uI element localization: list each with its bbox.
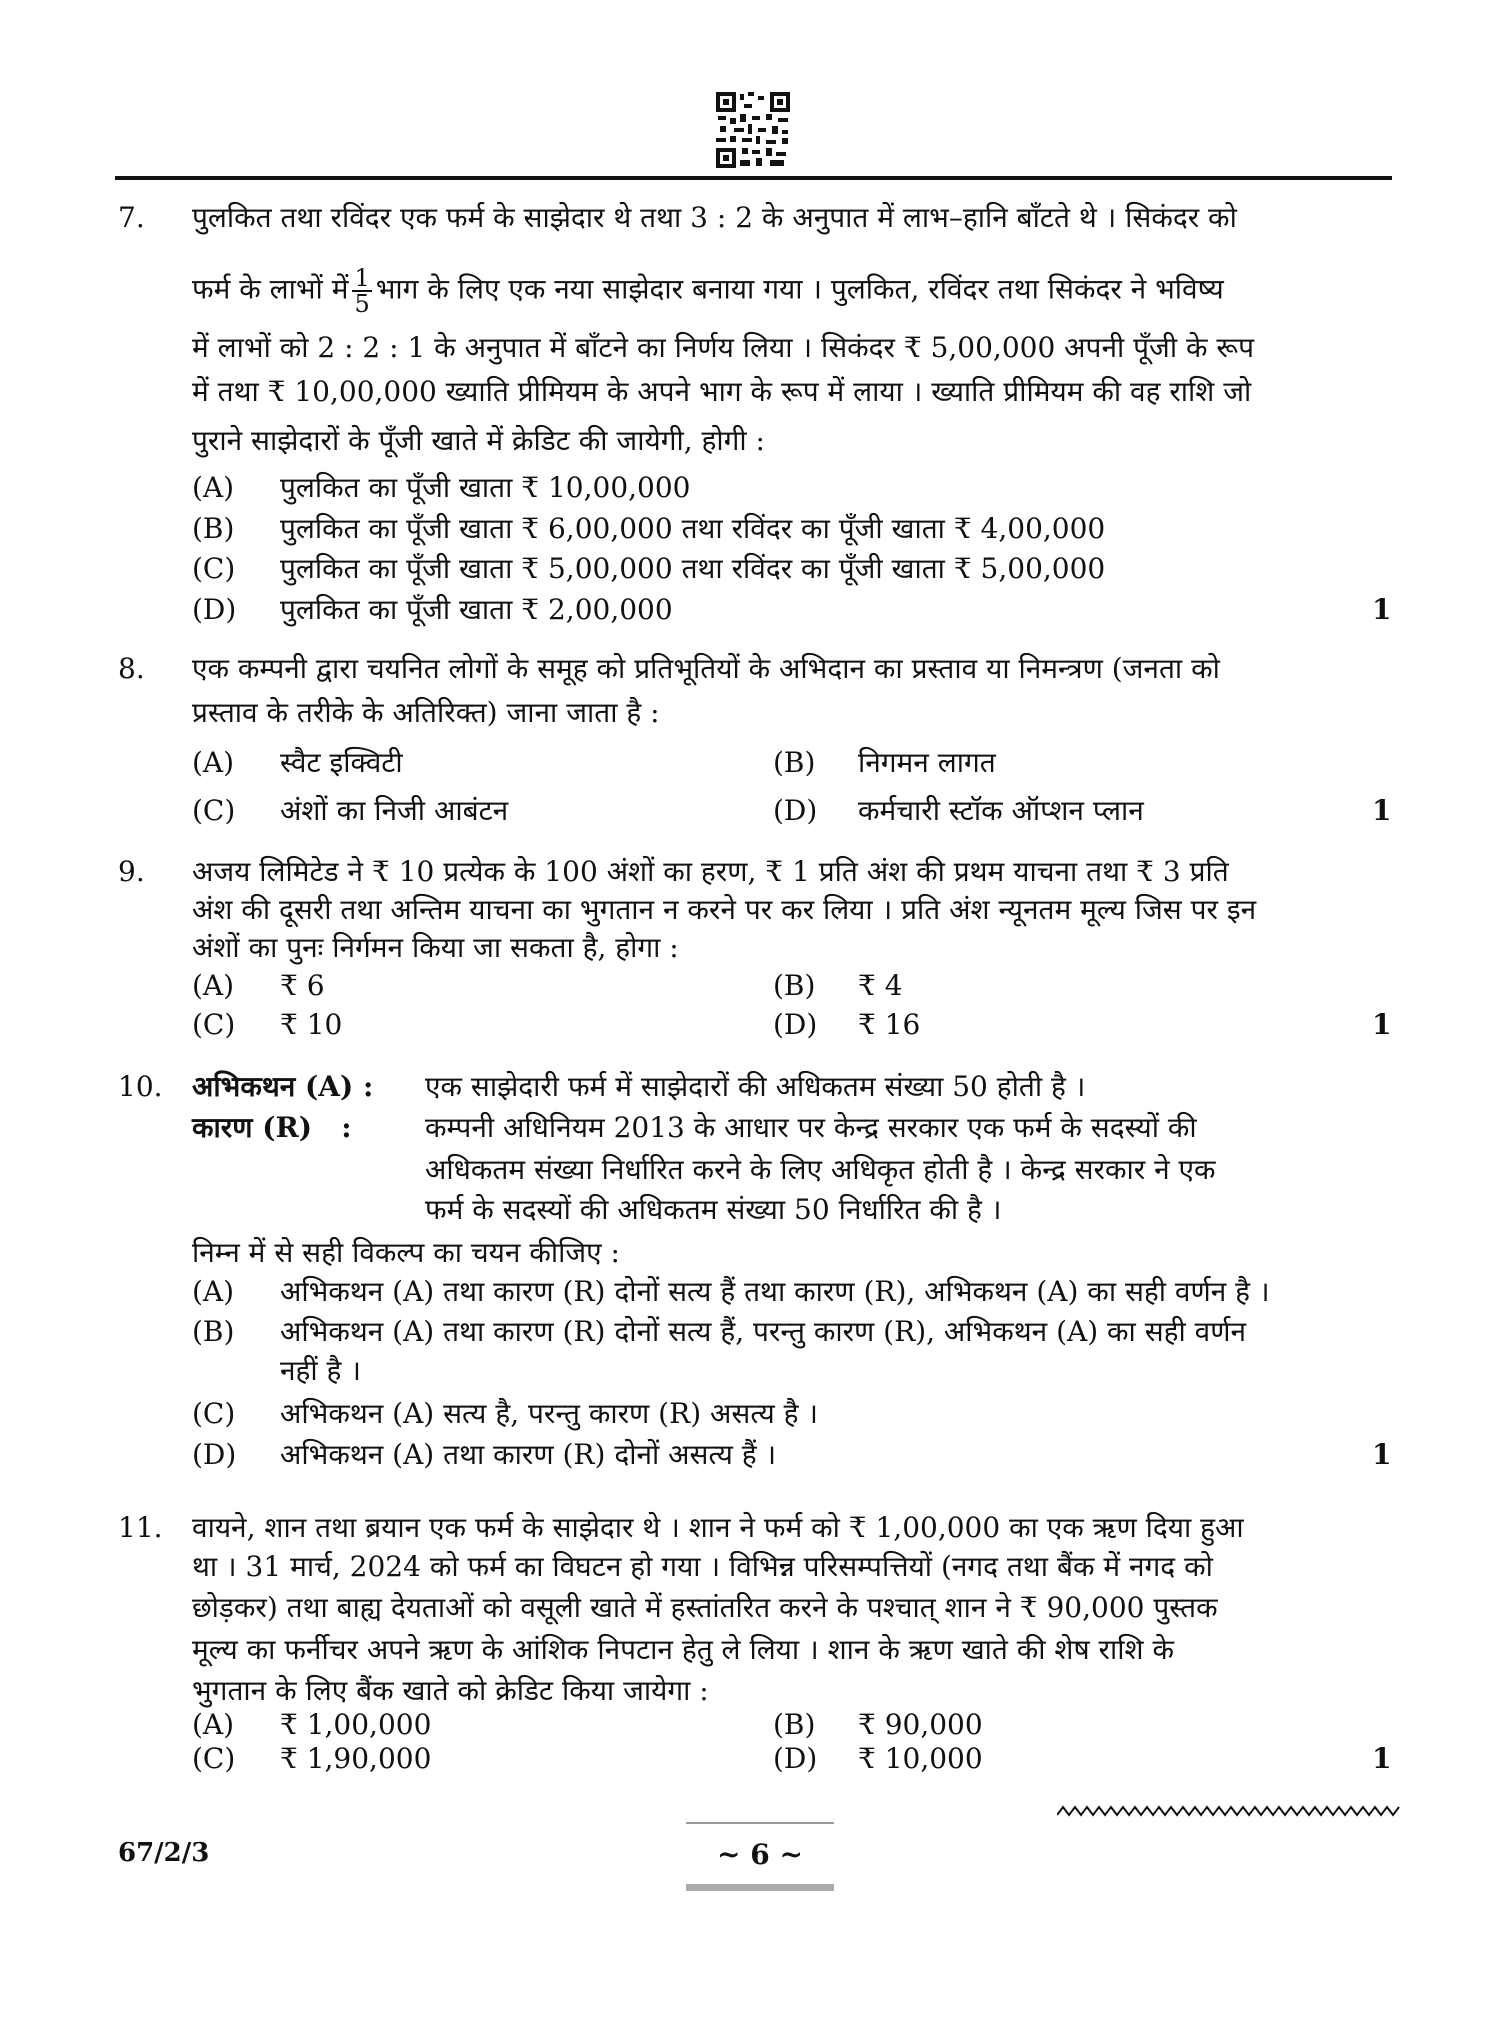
option-text[interactable]: ₹ 10,000	[858, 1742, 983, 1775]
option-text[interactable]: निगमन लागत	[858, 746, 996, 779]
option-label: (D)	[773, 1742, 818, 1775]
question-text-line: अंश की दूसरी तथा अन्तिम याचना का भुगतान न करने पर कर लिया । प्रति अंश न्यूनतम मूल्य जिस पर इन	[192, 893, 1257, 926]
question-text-line: मूल्य का फर्नीचर अपने ऋण के आंशिक निपटान हेतु ले लिया । शान के ऋण खाते की शेष राशि के	[192, 1633, 1174, 1666]
option-text[interactable]: अभिकथन (A) तथा कारण (R) दोनों सत्य हैं, परन्तु कारण (R), अभिकथन (A) का सही वर्णन	[280, 1315, 1247, 1348]
option-label: (C)	[192, 1742, 236, 1775]
option-label: (D)	[773, 1008, 818, 1041]
option-label: (A)	[192, 471, 235, 504]
reason-text-line: कम्पनी अधिनियम 2013 के आधार पर केन्द्र सरकार एक फर्म के सदस्यों की	[425, 1111, 1197, 1144]
question-text: फर्म के लाभों में	[192, 272, 349, 306]
question-text-line: अंशों का पुनः निर्गमन किया जा सकता है, होगा :	[192, 931, 679, 964]
option-label: (D)	[192, 593, 237, 626]
assertion-label: अभिकथन (A) :	[192, 1070, 374, 1103]
wavy-separator	[1057, 1803, 1402, 1819]
option-text[interactable]: ₹ 1,90,000	[280, 1742, 432, 1775]
question-text-line: वायने, शान तथा ब्रयान एक फर्म के साझेदार थे । शान ने फर्म को ₹ 1,00,000 का एक ऋण दिया हुआ	[192, 1511, 1244, 1544]
option-label: (C)	[192, 1397, 236, 1430]
question-text-line: प्रस्ताव के तरीके के अतिरिक्त) जाना जाता है :	[192, 696, 660, 729]
option-label: (B)	[192, 1315, 235, 1348]
reason-label: कारण (R) :	[192, 1111, 352, 1144]
reason-text-line: अधिकतम संख्या निर्धारित करने के लिए अधिकृत होती है । केन्द्र सरकार ने एक	[425, 1153, 1216, 1186]
option-text[interactable]: ₹ 10	[280, 1008, 343, 1041]
option-label: (A)	[192, 1275, 235, 1308]
question-number: 10.	[118, 1070, 163, 1103]
marks: 1	[1372, 1742, 1392, 1775]
option-label: (A)	[192, 1708, 235, 1741]
option-label: (D)	[773, 794, 818, 827]
page-number-rule-bottom	[686, 1884, 834, 1891]
option-label: (C)	[192, 794, 236, 827]
marks: 1	[1372, 593, 1392, 626]
option-text[interactable]: पुलकित का पूँजी खाता ₹ 5,00,000 तथा रविंदर का पूँजी खाता ₹ 5,00,000	[280, 552, 1106, 585]
option-text[interactable]: ₹ 6	[280, 969, 325, 1002]
option-label: (B)	[773, 1708, 816, 1741]
question-text-line: एक कम्पनी द्वारा चयनित लोगों के समूह को प्रतिभूतियों के अभिदान का प्रस्ताव या निमन्त्रण (जनता को	[192, 652, 1220, 685]
option-label: (A)	[192, 746, 235, 779]
question-number: 8.	[118, 652, 145, 685]
header-rule	[115, 176, 1392, 180]
question-text-line: अजय लिमिटेड ने ₹ 10 प्रत्येक के 100 अंशों का हरण, ₹ 1 प्रति अंश की प्रथम याचना तथा ₹ 3 प्रति	[192, 855, 1229, 888]
option-text[interactable]: ₹ 1,00,000	[280, 1708, 432, 1741]
option-text-continued[interactable]: नहीं है ।	[280, 1354, 361, 1387]
fraction-denominator: 5	[354, 290, 370, 318]
question-text-line: छोड़कर) तथा बाह्य देयताओं को वसूली खाते में हस्तांतरित करने के पश्चात् शान ने ₹ 90,000 पुस्तक	[192, 1591, 1218, 1624]
option-label: (B)	[773, 969, 816, 1002]
option-label: (D)	[192, 1438, 237, 1471]
question-text-line: में तथा ₹ 10,00,000 ख्याति प्रीमियम के अपने भाग के रूप में लाया । ख्याति प्रीमियम की वह राशि जो	[192, 375, 1252, 408]
option-label: (A)	[192, 969, 235, 1002]
option-text[interactable]: ₹ 4	[858, 969, 903, 1002]
marks: 1	[1372, 1008, 1392, 1041]
reason-text-line: फर्म के सदस्यों की अधिकतम संख्या 50 निर्धारित की है ।	[425, 1193, 1002, 1226]
option-text[interactable]: पुलकित का पूँजी खाता ₹ 10,00,000	[280, 471, 691, 504]
question-text: भाग के लिए एक नया साझेदार बनाया गया । पुलकित, रविंदर तथा सिकंदर ने भविष्य	[375, 272, 1224, 306]
fraction	[352, 266, 371, 316]
option-text[interactable]: कर्मचारी स्टॉक ऑप्शन प्लान	[858, 794, 1144, 827]
marks: 1	[1372, 1438, 1392, 1471]
question-number: 11.	[118, 1511, 163, 1544]
question-number: 9.	[118, 855, 145, 888]
question-text-line	[192, 266, 1224, 316]
question-text-line: में लाभों को 2 : 2 : 1 के अनुपात में बाँटने का निर्णय लिया । सिकंदर ₹ 5,00,000 अपनी पूँजी के रूप	[192, 331, 1255, 364]
option-text[interactable]: अभिकथन (A) सत्य है, परन्तु कारण (R) असत्य है ।	[280, 1397, 818, 1430]
option-text[interactable]: अभिकथन (A) तथा कारण (R) दोनों असत्य हैं ।	[280, 1438, 777, 1471]
assertion-text: एक साझेदारी फर्म में साझेदारों की अधिकतम संख्या 50 होती है ।	[425, 1070, 1086, 1103]
page-number-rule-top	[686, 1822, 834, 1824]
option-text[interactable]: पुलकित का पूँजी खाता ₹ 6,00,000 तथा रविंदर का पूँजी खाता ₹ 4,00,000	[280, 512, 1106, 545]
option-text[interactable]: अभिकथन (A) तथा कारण (R) दोनों सत्य हैं तथा कारण (R), अभिकथन (A) का सही वर्णन है ।	[280, 1275, 1270, 1308]
instruction-text: निम्न में से सही विकल्प का चयन कीजिए :	[192, 1236, 620, 1269]
question-text-line: पुलकित तथा रविंदर एक फर्म के साझेदार थे तथा 3 : 2 के अनुपात में लाभ–हानि बाँटते थे । सिकंदर को	[192, 201, 1237, 234]
option-text[interactable]: ₹ 16	[858, 1008, 921, 1041]
question-text-line: भुगतान के लिए बैंक खाते को क्रेडिट किया जायेगा :	[192, 1674, 709, 1707]
option-text[interactable]: ₹ 90,000	[858, 1708, 983, 1741]
option-text[interactable]: स्वैट इक्विटी	[280, 746, 403, 779]
option-label: (B)	[192, 512, 235, 545]
page-number: ~ 6 ~	[717, 1838, 803, 1871]
paper-code: 67/2/3	[118, 1838, 210, 1868]
question-text-line: था । 31 मार्च, 2024 को फर्म का विघटन हो गया । विभिन्न परिसम्पत्तियों (नगद तथा बैंक में नगद को	[192, 1550, 1213, 1583]
question-number: 7.	[118, 201, 145, 234]
option-label: (C)	[192, 552, 236, 585]
qr-code-image	[716, 92, 790, 168]
question-text-line: पुराने साझेदारों के पूँजी खाते में क्रेडिट की जायेगी, होगी :	[192, 424, 765, 457]
option-text[interactable]: पुलकित का पूँजी खाता ₹ 2,00,000	[280, 593, 673, 626]
option-label: (C)	[192, 1008, 236, 1041]
marks: 1	[1372, 794, 1392, 827]
option-label: (B)	[773, 746, 816, 779]
option-text[interactable]: अंशों का निजी आबंटन	[280, 794, 509, 827]
fraction-numerator: 1	[354, 264, 370, 292]
